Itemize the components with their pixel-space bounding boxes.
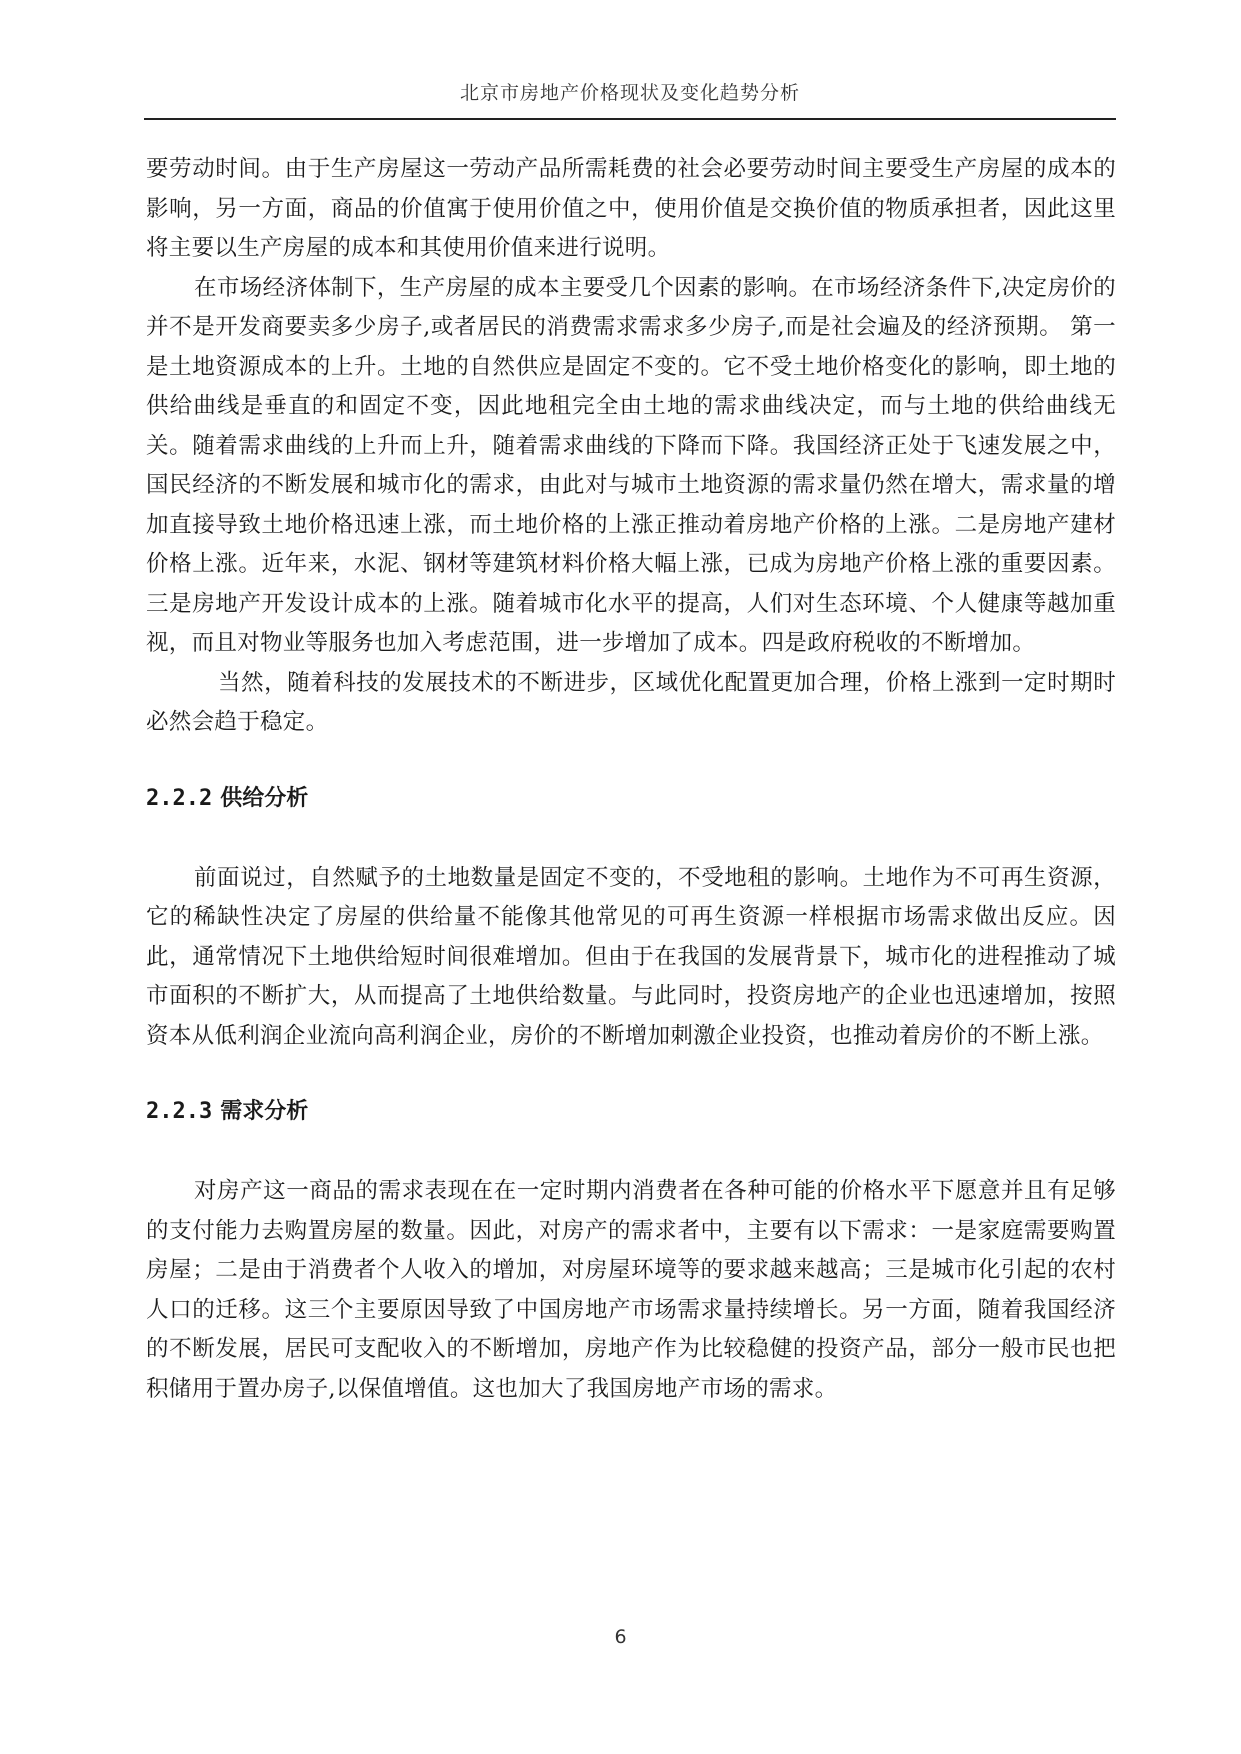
- paragraph-cost-factors: 在市场经济体制下，生产房屋的成本主要受几个因素的影响。在市场经济条件下,决定房价的并不是开发商要卖多少房子,或者居民的消费需求需求多少房子,而是社会遍及的经济预期。 第一是土地资源成本的上升。土地的自然供应是固定不变的。它不受土地价格变化的影响，即土地的供给曲线是垂直的和固定不变，因此地租完全由土地的需求曲线决定，而与土地的供给曲线无关。随着需求曲线的上升而上升，随着需求曲线的下降而下降。我国经济正处于飞速发展之中，国民经济的不断发展和城市化的需求，由此对与城市土地资源的需求量仍然在增大，需求量的增加直接导致土地价格迅速上涨，而土地价格的上涨正推动着房地产价格的上涨。二是房地产建材价格上涨。近年来，水泥、钢材等建筑材料价格大幅上涨，已成为房地产价格上涨的重要因素。三是房地产开发设计成本的上涨。随着城市化水平的提高，人们对生态环境、个人健康等越加重视，而且对物业等服务也加入考虑范围，进一步增加了成本。四是政府税收的不断增加。: [146, 274, 1116, 656]
- spacer: [146, 1056, 1116, 1092]
- spacer: [146, 819, 1116, 859]
- spacer: [146, 743, 1116, 779]
- paragraph-cost-intro: 要劳动时间。由于生产房屋这一劳动产品所需耗费的社会必要劳动时间主要受生产房屋的成本的影响，另一方面，商品的价值寓于使用价值之中，使用价值是交换价值的物质承担者，因此这里将主要以生产房屋的成本和其使用价值来进行说明。: [146, 156, 1116, 261]
- page-body: [146, 150, 1116, 1409]
- section-heading-demand: [146, 1092, 1116, 1132]
- paragraph-price-stabilize: 当然，随着科技的发展技术的不断进步，区域优化配置更加合理，价格上涨到一定时期时必然会趋于稳定。: [146, 669, 1116, 735]
- section-number: 2.2.2: [146, 785, 213, 811]
- paragraph-demand-analysis: 对房产这一商品的需求表现在在一定时期内消费者在各种可能的价格水平下愿意并且有足够的支付能力去购置房屋的数量。因此，对房产的需求者中，主要有以下需求：一是家庭需要购置房屋；二是由于消费者个人收入的增加，对房屋环境等的要求越来越高；三是城市化引起的农村人口的迁移。这三个主要原因导致了中国房地产市场需求量持续增长。另一方面，随着我国经济的不断发展，居民可支配收入的不断增加，房地产作为比较稳健的投资产品，部分一般市民也把积储用于置办房子,以保值增值。这也加大了我国房地产市场的需求。: [146, 1178, 1116, 1402]
- page-number: 6: [614, 1626, 627, 1648]
- spacer: [146, 1132, 1116, 1172]
- page-header: [144, 78, 1116, 120]
- running-title: 北京市房地产价格现状及变化趋势分析: [459, 82, 800, 104]
- paragraph-supply-analysis: 前面说过，自然赋予的土地数量是固定不变的，不受地租的影响。土地作为不可再生资源，它的稀缺性决定了房屋的供给量不能像其他常见的可再生资源一样根据市场需求做出反应。因此，通常情况下土地供给短时间很难增加。但由于在我国的发展背景下，城市化的进程推动了城市面积的不断扩大，从而提高了土地供给数量。与此同时，投资房地产的企业也迅速增加，按照资本从低利润企业流向高利润企业，房价的不断增加刺激企业投资，也推动着房价的不断上涨。: [146, 864, 1116, 1049]
- section-heading-supply: [146, 779, 1116, 819]
- section-title: 需求分析: [220, 1099, 309, 1124]
- section-number: 2.2.3: [146, 1099, 213, 1124]
- section-title: 供给分析: [220, 785, 309, 811]
